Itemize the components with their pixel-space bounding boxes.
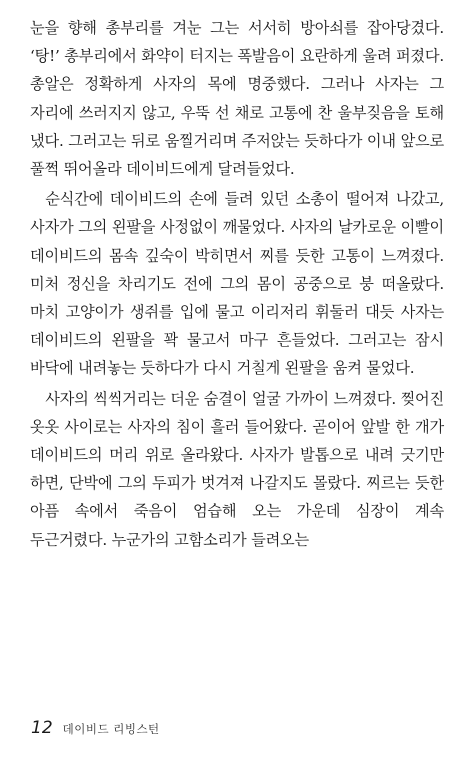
page-number: 12 xyxy=(31,718,53,738)
running-title: 데이비드 리빙스턴 xyxy=(62,722,160,736)
paragraph-3: 사자의 씩씩거리는 더운 숨결이 얼굴 가까이 느껴졌다. 찢어진 옷옷 사이로는 사자의 침이 흘러 들어왔다. 곧이어 앞발 한 개가 데이비드의 머리 위로 올라왔다. 사자가 발톱으로 내려 긋기만 하면, 단박에 그의 두피가 벗겨져 나갈지도 몰랐다. 찌르는 듯한 아픔 속에서 죽음이 엄습해 오는 가운데 심장이 계속 두근거렸다. 누군가의 고함소리가 들려오는 xyxy=(30,389,444,549)
paragraph-2: 순식간에 데이비드의 손에 들려 있던 소총이 떨어져 나갔고, 사자가 그의 왼팔을 사정없이 깨물었다. 사자의 날카로운 이빨이 데이비드의 몸속 깊숙이 박히면서 찌를 듯한 고통이 느껴졌다. 미처 정신을 차리기도 전에 그의 몸이 공중으로 붕 떠올랐다. 마치 고양이가 생쥐를 입에 물고 이리저리 휘둘러 대듯 사자는 데이비드의 왼팔을 꽉 물고서 마구 흔들었다. 그러고는 잠시 바닥에 내려놓는 듯하다가 다시 거칠게 왼팔을 움켜 물었다. xyxy=(30,190,444,378)
paragraph-1: 눈을 향해 총부리를 겨눈 그는 서서히 방아쇠를 잡아당겼다. ‘탕!’ 총부리에서 화약이 터지는 폭발음이 요란하게 울려 퍼졌다. 총알은 정확하게 사자의 목에 명중했다. 그러나 사자는 그 자리에 쓰러지지 않고, 우뚝 선 채로 고통에 찬 울부짖음을 토해 냈다. 그러고는 뒤로 움찔거리며 주저앉는 듯하다가 이내 앞으로 풀쩍 뛰어올라 데이비드에게 달려들었다. xyxy=(30,19,444,179)
page-footer xyxy=(31,718,160,738)
body-text xyxy=(30,14,444,554)
